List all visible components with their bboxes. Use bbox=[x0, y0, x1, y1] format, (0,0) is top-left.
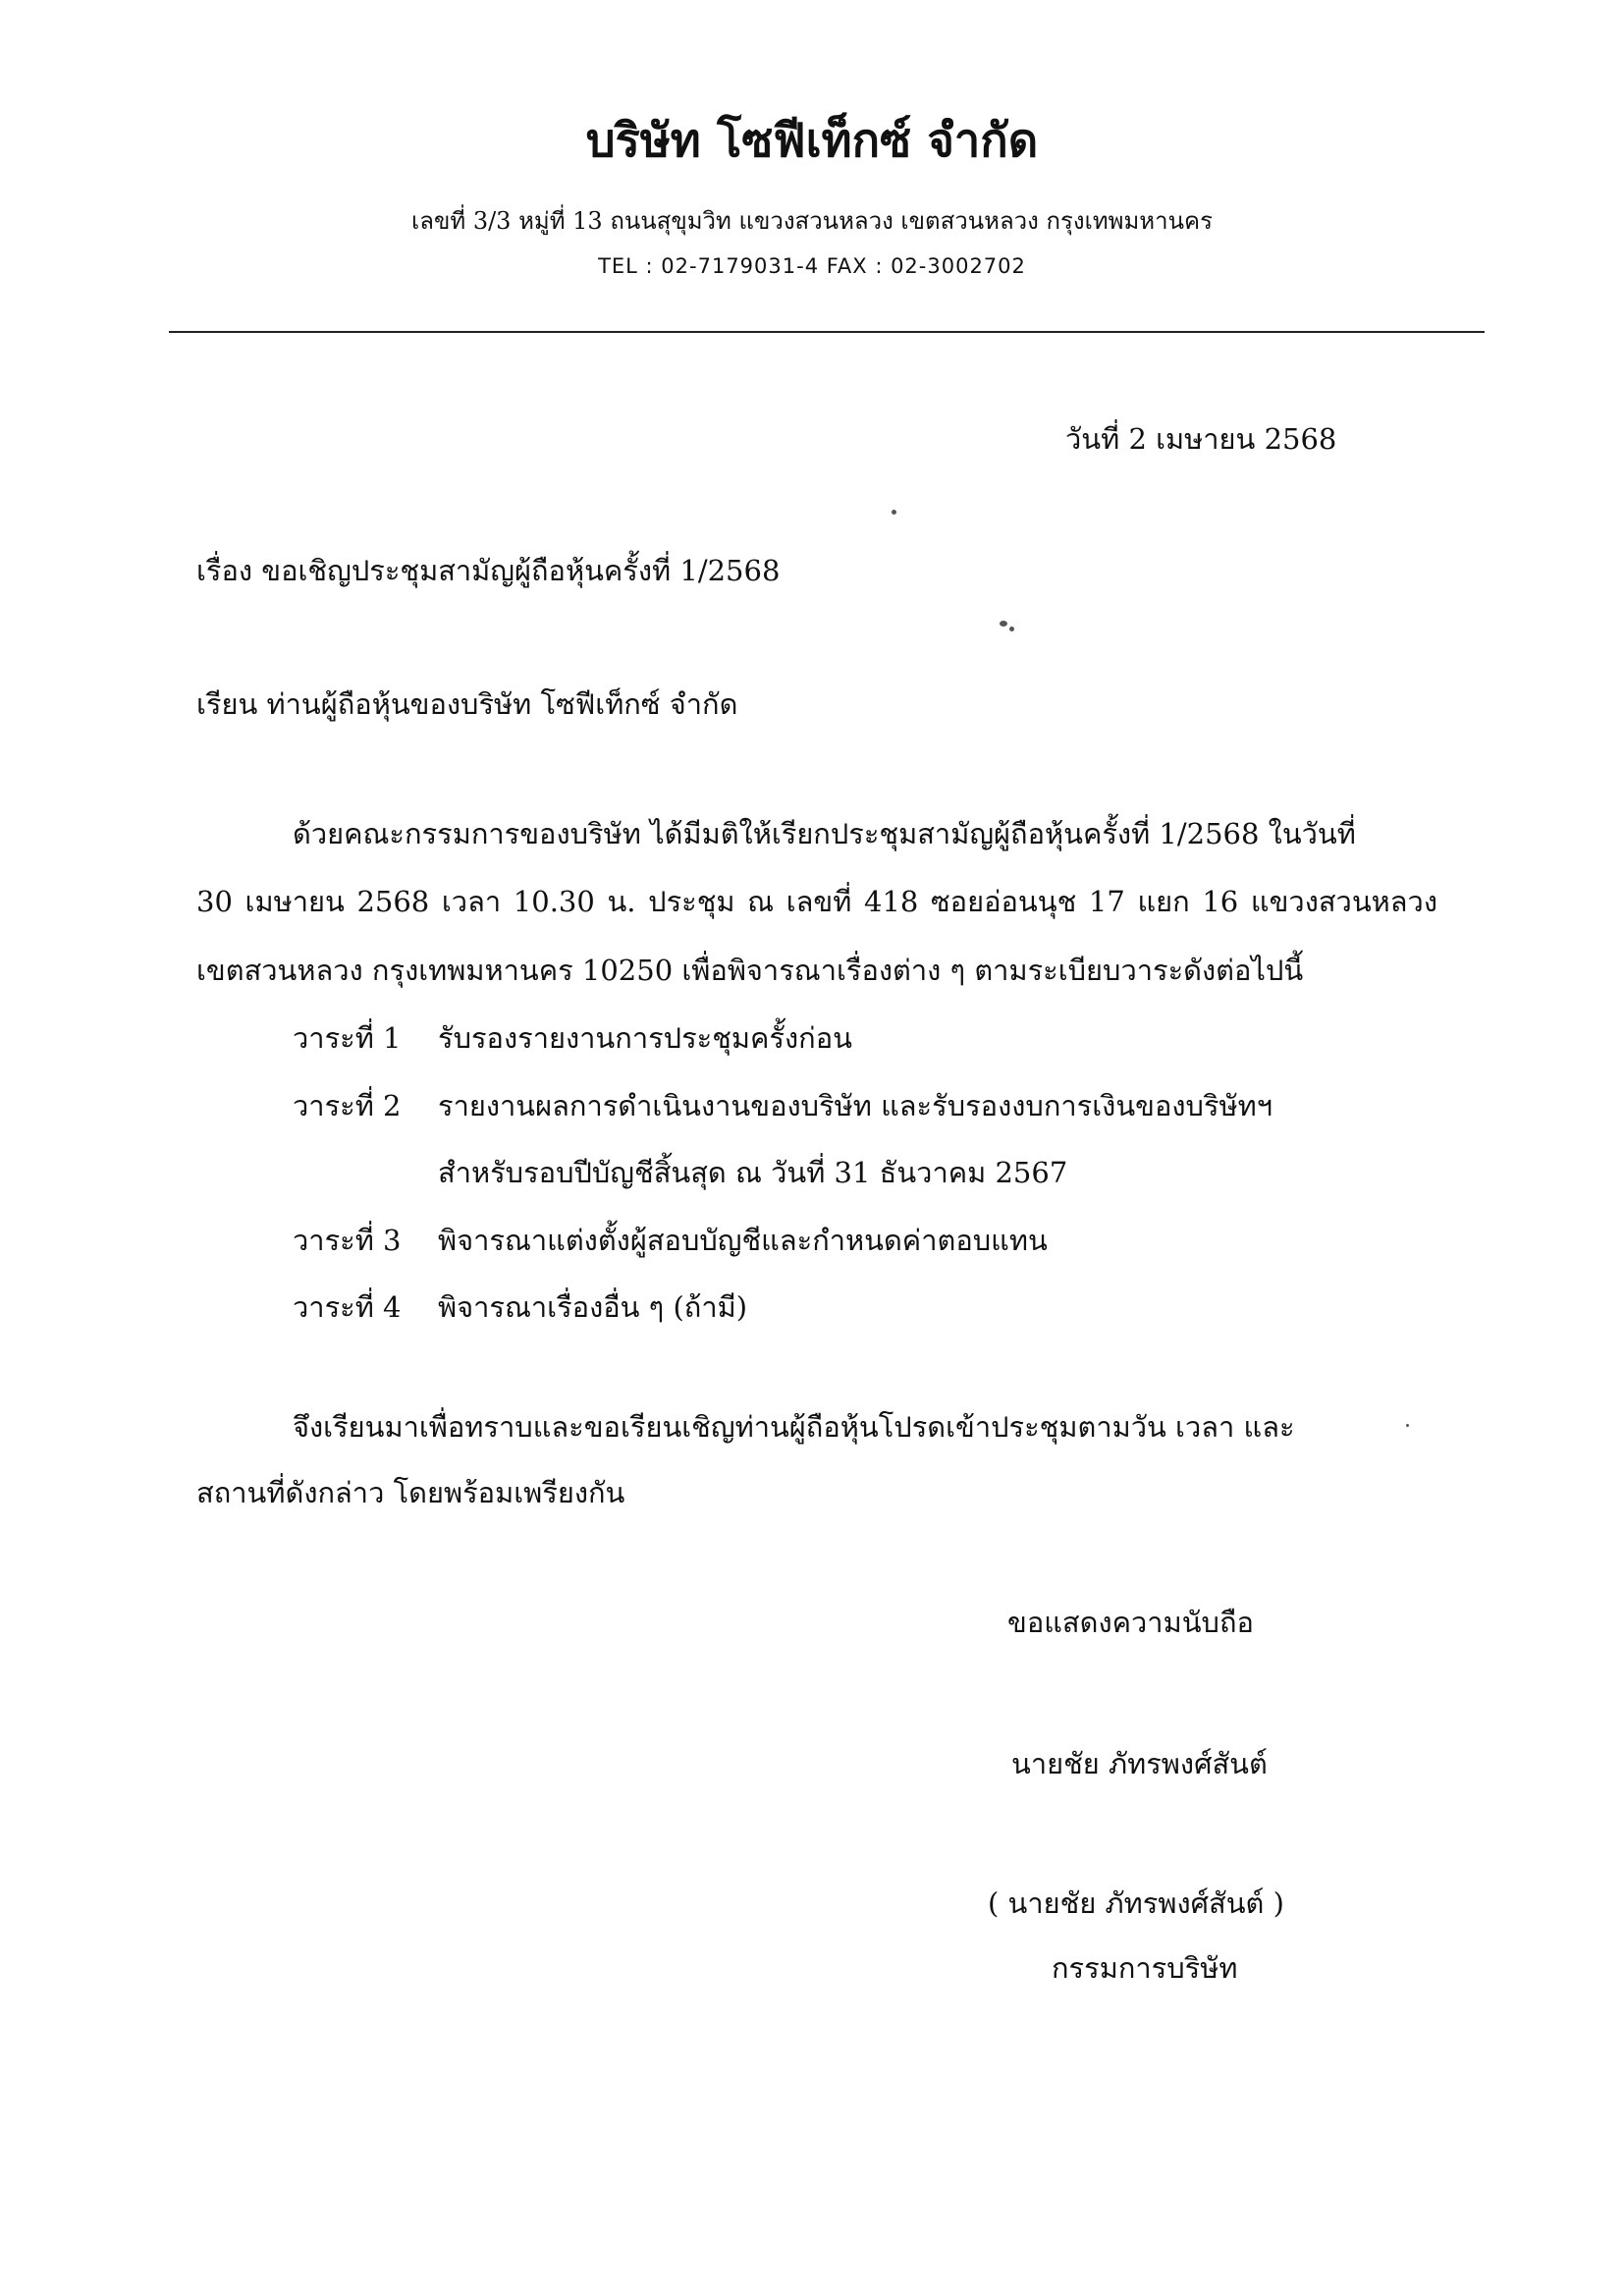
agenda-item-number: วาระที่ 2 bbox=[293, 1089, 402, 1122]
letter-recipient: เรียน ท่านผู้ถือหุ้นของบริษัท โซฟีเท็กซ์ จำกัด bbox=[196, 687, 738, 721]
letter-subject: เรื่อง ขอเชิญประชุมสามัญผู้ถือหุ้นครั้งที่ 1/2568 bbox=[196, 554, 781, 587]
agenda-item-text: รายงานผลการดำเนินงานของบริษัท และรับรองงบการเงินของบริษัทฯ bbox=[438, 1089, 1273, 1122]
agenda-item-text: พิจารณาเรื่องอื่น ๆ (ถ้ามี) bbox=[438, 1290, 748, 1324]
closing-line-2: สถานที่ดังกล่าว โดยพร้อมเพรียงกัน bbox=[196, 1476, 625, 1509]
complimentary-close: ขอแสดงความนับถือ bbox=[1007, 1606, 1254, 1639]
body-line-1: ด้วยคณะกรรมการของบริษัท ได้มีมติให้เรียกประชุมสามัญผู้ถือหุ้นครั้งที่ 1/2568 ในวันที่ bbox=[293, 817, 1356, 850]
agenda-item-number: วาระที่ 3 bbox=[293, 1224, 402, 1257]
scan-speck bbox=[1000, 621, 1007, 627]
agenda-item-text: พิจารณาแต่งตั้งผู้สอบบัญชีและกำหนดค่าตอบแทน bbox=[438, 1224, 1048, 1257]
company-contact: TEL : 02-7179031-4 FAX : 02-3002702 bbox=[598, 254, 1026, 278]
header-divider bbox=[169, 331, 1485, 333]
signer-title: กรรมการบริษัท bbox=[1052, 1951, 1238, 1985]
agenda-item-text: รับรองรายงานการประชุมครั้งก่อน bbox=[438, 1021, 852, 1055]
agenda-item-number: วาระที่ 1 bbox=[293, 1021, 402, 1055]
signer-name-printed: ( นายชัย ภัทรพงศ์สันต์ ) bbox=[988, 1886, 1284, 1920]
scan-speck bbox=[892, 510, 896, 515]
agenda-item-number: วาระที่ 4 bbox=[293, 1290, 402, 1324]
agenda-item-text-continued: สำหรับรอบปีบัญชีสิ้นสุด ณ วันที่ 31 ธันวาคม 2567 bbox=[438, 1156, 1068, 1189]
scan-speck bbox=[1406, 1424, 1409, 1427]
closing-line-1: จึงเรียนมาเพื่อทราบและขอเรียนเชิญท่านผู้ถือหุ้นโปรดเข้าประชุมตามวัน เวลา และ bbox=[293, 1410, 1295, 1444]
signer-name: นายชัย ภัทรพงศ์สันต์ bbox=[1011, 1747, 1268, 1780]
body-line-3: เขตสวนหลวง กรุงเทพมหานคร 10250 เพื่อพิจารณาเรื่องต่าง ๆ ตามระเบียบวาระดังต่อไปนี้ bbox=[196, 954, 1304, 987]
company-name: บริษัท โซฟีเท็กซ์ จำกัด bbox=[585, 114, 1039, 168]
scan-speck bbox=[1009, 627, 1014, 631]
letter-date: วันที่ 2 เมษายน 2568 bbox=[1065, 422, 1337, 456]
company-address: เลขที่ 3/3 หมู่ที่ 13 ถนนสุขุมวิท แขวงสวนหลวง เขตสวนหลวง กรุงเทพมหานคร bbox=[411, 207, 1213, 235]
body-line-2: 30 เมษายน 2568 เวลา 10.30 น. ประชุม ณ เลขที่ 418 ซอยอ่อนนุช 17 แยก 16 แขวงสวนหลวง bbox=[196, 885, 1437, 918]
